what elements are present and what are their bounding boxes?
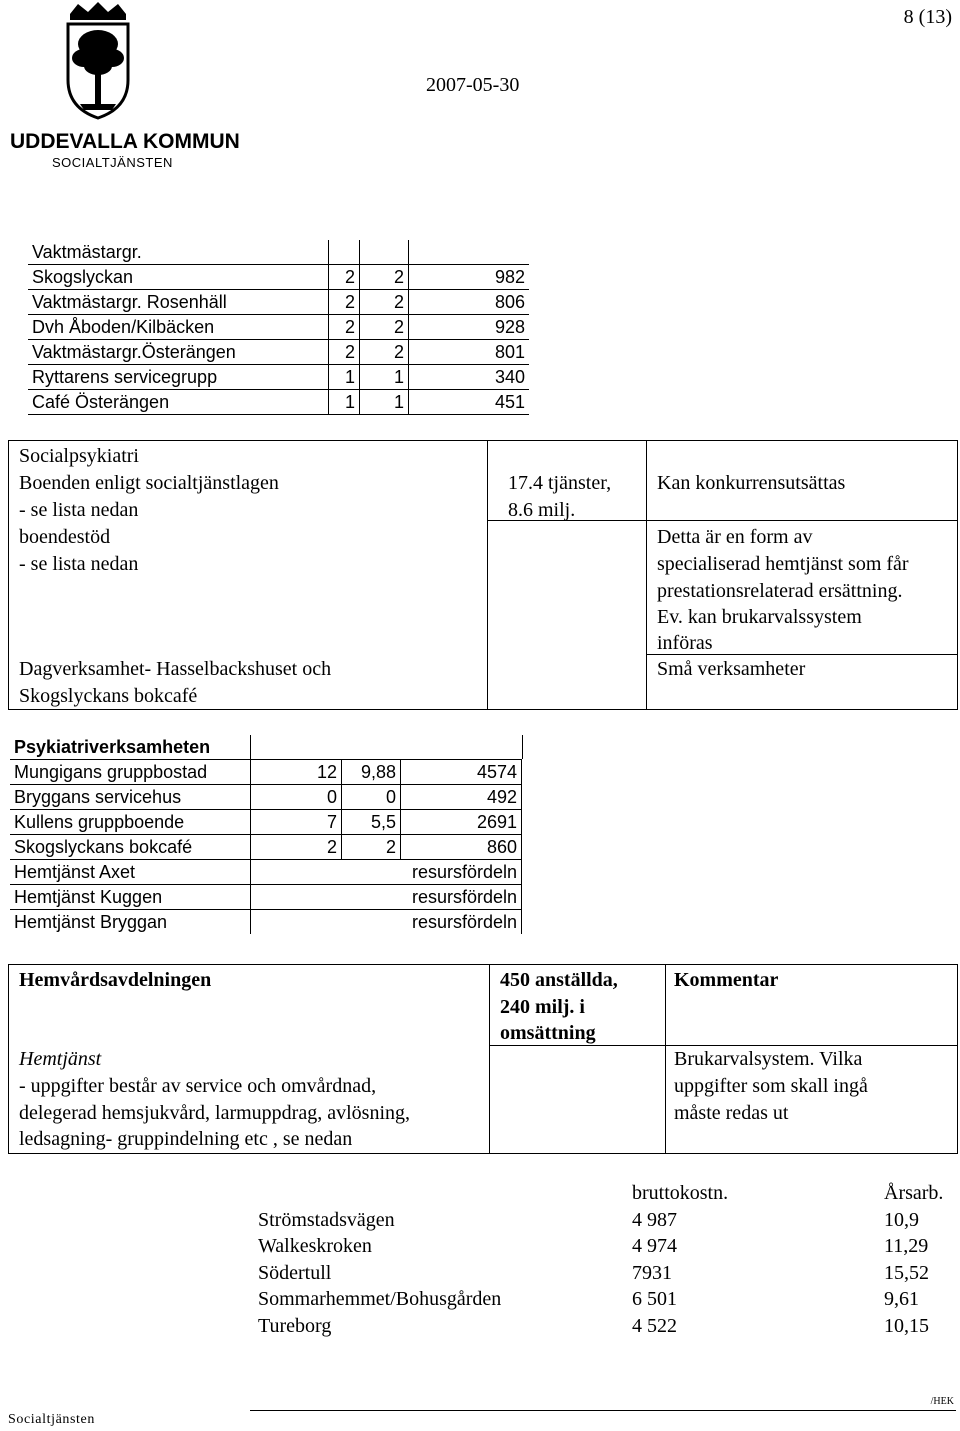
facility-value-c: 928 bbox=[409, 315, 530, 340]
cost-table bbox=[258, 1180, 954, 1340]
table-row bbox=[28, 390, 529, 415]
unit-name: Södertull bbox=[258, 1261, 332, 1284]
section-text: Skogslyckans bokcafé bbox=[19, 685, 198, 707]
unit-value-c: 2691 bbox=[401, 810, 522, 835]
table-row bbox=[28, 340, 529, 365]
table-row bbox=[10, 860, 522, 885]
comment-text: måste redas ut bbox=[674, 1102, 789, 1124]
divider bbox=[522, 735, 523, 759]
hemvard-right-column bbox=[666, 965, 957, 1153]
table-header-row bbox=[258, 1180, 954, 1207]
unit-name: Hemtjänst Kuggen bbox=[10, 885, 251, 910]
facility-table bbox=[28, 240, 529, 415]
footer-department: Socialtjänsten bbox=[8, 1412, 95, 1427]
table-row bbox=[258, 1233, 954, 1260]
unit-name: Kullens gruppboende bbox=[10, 810, 251, 835]
gross-cost: 4 522 bbox=[632, 1314, 677, 1337]
facility-value-b bbox=[360, 240, 409, 265]
unit-value-a: 0 bbox=[251, 785, 342, 810]
section-text: ledsagning- gruppindelning etc , se nedan bbox=[19, 1128, 353, 1150]
facility-value-a bbox=[329, 240, 360, 265]
facility-value-a: 1 bbox=[329, 390, 360, 415]
facility-value-b: 2 bbox=[360, 340, 409, 365]
unit-name: Strömstadsvägen bbox=[258, 1208, 395, 1231]
unit-value-c: resursfördeln bbox=[251, 860, 522, 885]
unit-name: Walkeskroken bbox=[258, 1235, 372, 1258]
section-text: Boenden enligt socialtjänstlagen bbox=[19, 472, 279, 494]
table-row bbox=[258, 1286, 954, 1313]
facility-value-a: 2 bbox=[329, 290, 360, 315]
hemvard-section bbox=[8, 964, 958, 1154]
footer-initials: /HEK bbox=[930, 1396, 954, 1407]
unit-name: Tureborg bbox=[258, 1314, 332, 1337]
facility-name: Ryttarens servicegrupp bbox=[28, 365, 329, 390]
comment-text: Detta är en form av bbox=[657, 526, 813, 548]
facility-value-b: 2 bbox=[360, 265, 409, 290]
table-row bbox=[28, 240, 529, 265]
table-row bbox=[10, 910, 522, 935]
section-subheading: Hemtjänst bbox=[19, 1048, 102, 1070]
section-text: Dagverksamhet- Hasselbackshuset och bbox=[19, 658, 332, 680]
divider bbox=[647, 654, 957, 655]
facility-value-c: 340 bbox=[409, 365, 530, 390]
socialpsykiatri-mid-column bbox=[488, 441, 647, 709]
unit-value-c: 4574 bbox=[401, 760, 522, 785]
unit-name: Hemtjänst Axet bbox=[10, 860, 251, 885]
section-text: delegerad hemsjukvård, larmuppdrag, avlösning, bbox=[19, 1102, 410, 1124]
facility-value-c: 806 bbox=[409, 290, 530, 315]
section-figure: 17.4 tjänster, bbox=[508, 472, 612, 494]
section-figure: 450 anställda, bbox=[500, 969, 618, 991]
fte-count: 10,9 bbox=[884, 1208, 919, 1231]
psykiatri-table bbox=[10, 735, 522, 934]
comment-heading: Kommentar bbox=[674, 969, 779, 991]
facility-value-c: 982 bbox=[409, 265, 530, 290]
section-heading: Hemvårdsavdelningen bbox=[19, 969, 212, 991]
unit-value-c: 860 bbox=[401, 835, 522, 860]
unit-value-a: 2 bbox=[251, 835, 342, 860]
divider bbox=[488, 520, 646, 521]
hemvard-mid-column bbox=[490, 965, 666, 1153]
facility-value-c bbox=[409, 240, 530, 265]
unit-value-b: 2 bbox=[342, 835, 401, 860]
unit-value-a: 7 bbox=[251, 810, 342, 835]
unit-name: Mungigans gruppbostad bbox=[10, 760, 251, 785]
facility-name: Skogslyckan bbox=[28, 265, 329, 290]
gross-cost: 7931 bbox=[632, 1261, 672, 1284]
table-row bbox=[10, 835, 522, 860]
facility-name: Vaktmästargr.Österängen bbox=[28, 340, 329, 365]
facility-value-b: 2 bbox=[360, 315, 409, 340]
unit-value-b: 0 bbox=[342, 785, 401, 810]
comment-text: införas bbox=[657, 632, 713, 654]
facility-name: Dvh Åboden/Kilbäcken bbox=[28, 315, 329, 340]
unit-value-a: 12 bbox=[251, 760, 342, 785]
facility-value-a: 1 bbox=[329, 365, 360, 390]
table-row bbox=[10, 760, 522, 785]
facility-value-a: 2 bbox=[329, 315, 360, 340]
table-row bbox=[258, 1313, 954, 1340]
table-row bbox=[28, 315, 529, 340]
facility-value-c: 451 bbox=[409, 390, 530, 415]
unit-value-b: 5,5 bbox=[342, 810, 401, 835]
footer-divider bbox=[250, 1410, 956, 1411]
gross-cost: 4 987 bbox=[632, 1208, 677, 1231]
column-header: Årsarb. bbox=[884, 1182, 944, 1204]
table-row bbox=[10, 735, 522, 760]
fte-count: 9,61 bbox=[884, 1288, 919, 1311]
facility-value-a: 2 bbox=[329, 340, 360, 365]
uddevalla-logo bbox=[8, 0, 240, 172]
facility-value-b: 2 bbox=[360, 290, 409, 315]
table-row bbox=[28, 365, 529, 390]
table-row bbox=[28, 265, 529, 290]
unit-name: Sommarhemmet/Bohusgården bbox=[258, 1288, 502, 1311]
unit-value-c: resursfördeln bbox=[251, 910, 522, 935]
section-text: - se lista nedan bbox=[19, 499, 139, 521]
column-header bbox=[258, 1180, 632, 1207]
logo-text: UDDEVALLA KOMMUN bbox=[10, 130, 240, 153]
divider bbox=[647, 520, 957, 521]
heading-text: Psykiatriverksamheten bbox=[14, 737, 211, 757]
facility-name: Vaktmästargr. Rosenhäll bbox=[28, 290, 329, 315]
comment-text: prestationsrelaterad ersättning. bbox=[657, 580, 903, 602]
facility-value-a: 2 bbox=[329, 265, 360, 290]
facility-value-b: 1 bbox=[360, 365, 409, 390]
unit-name: Skogslyckans bokcafé bbox=[10, 835, 251, 860]
section-heading: Socialpsykiatri bbox=[19, 445, 139, 467]
table-row bbox=[10, 785, 522, 810]
unit-value-b: 9,88 bbox=[342, 760, 401, 785]
unit-name: Bryggans servicehus bbox=[10, 785, 251, 810]
unit-name: Hemtjänst Bryggan bbox=[10, 910, 251, 935]
facility-name: Vaktmästargr. bbox=[28, 240, 329, 265]
gross-cost: 4 974 bbox=[632, 1235, 677, 1258]
facility-value-c: 801 bbox=[409, 340, 530, 365]
table-row bbox=[258, 1207, 954, 1234]
table-row bbox=[28, 290, 529, 315]
section-text: - se lista nedan bbox=[19, 553, 139, 575]
fte-count: 11,29 bbox=[884, 1235, 929, 1258]
facility-name: Café Österängen bbox=[28, 390, 329, 415]
comment-text: Kan konkurrensutsättas bbox=[657, 472, 846, 494]
section-figure: 240 milj. i bbox=[500, 996, 585, 1018]
document-date: 2007-05-30 bbox=[426, 74, 520, 96]
table-row bbox=[258, 1260, 954, 1287]
unit-value-c: resursfördeln bbox=[251, 885, 522, 910]
table-row bbox=[10, 810, 522, 835]
fte-count: 10,15 bbox=[884, 1314, 929, 1337]
section-text: - uppgifter består av service och omvårdnad, bbox=[19, 1075, 377, 1097]
socialpsykiatri-right-column bbox=[647, 441, 957, 709]
comment-text: Små verksamheter bbox=[657, 658, 806, 680]
socialpsykiatri-section bbox=[8, 440, 958, 710]
divider bbox=[490, 1045, 665, 1046]
psykiatri-heading bbox=[10, 735, 522, 760]
comment-text: Ev. kan brukarvalssystem bbox=[657, 606, 862, 628]
comment-text: specialiserad hemtjänst som får bbox=[657, 553, 909, 575]
section-figure: 8.6 milj. bbox=[508, 499, 576, 521]
divider bbox=[250, 735, 251, 759]
hemvard-left-column bbox=[9, 965, 490, 1153]
socialpsykiatri-left-column bbox=[9, 441, 488, 709]
gross-cost: 6 501 bbox=[632, 1288, 677, 1311]
comment-text: uppgifter som skall ingå bbox=[674, 1075, 868, 1097]
comment-text: Brukarvalsystem. Vilka bbox=[674, 1048, 863, 1070]
section-text: boendestöd bbox=[19, 526, 111, 548]
column-header: bruttokostn. bbox=[632, 1182, 729, 1204]
section-figure: omsättning bbox=[500, 1022, 596, 1044]
table-row bbox=[10, 885, 522, 910]
facility-value-b: 1 bbox=[360, 390, 409, 415]
coat-of-arms-icon bbox=[8, 0, 240, 172]
page-number: 8 (13) bbox=[903, 6, 952, 28]
fte-count: 15,52 bbox=[884, 1261, 929, 1284]
unit-value-c: 492 bbox=[401, 785, 522, 810]
logo-subtext: SOCIALTJÄNSTEN bbox=[52, 155, 173, 170]
